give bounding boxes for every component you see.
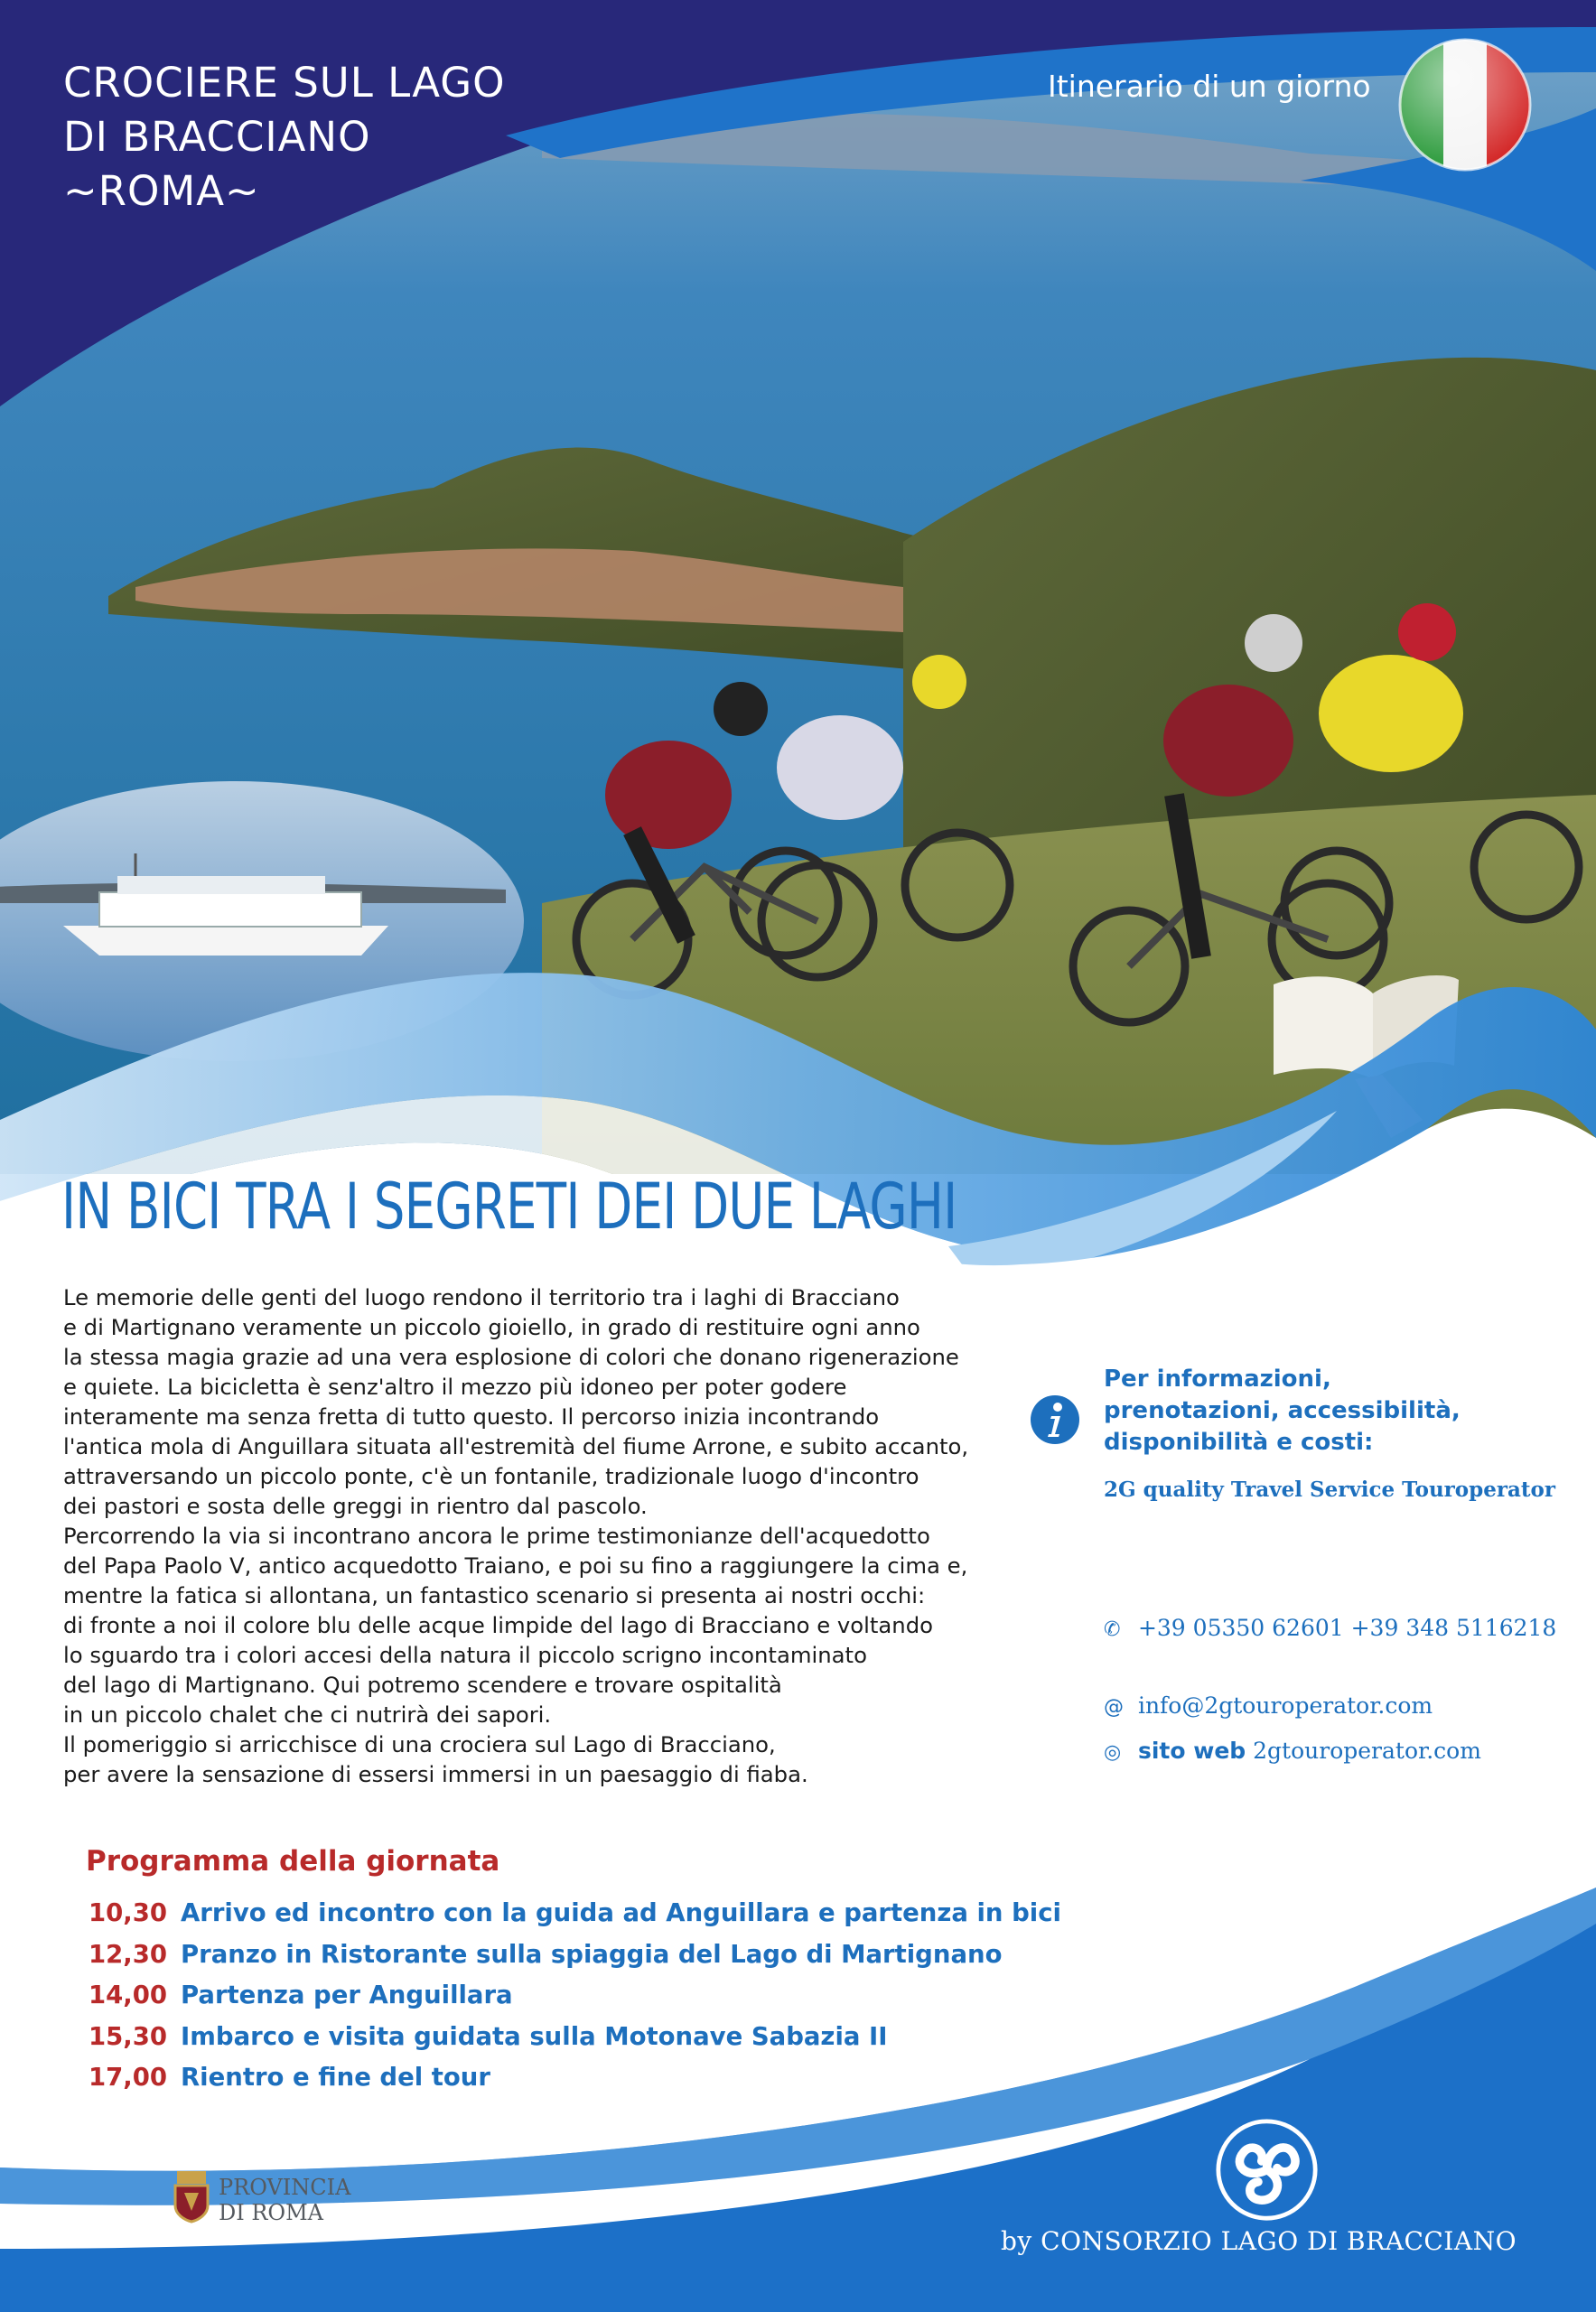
main-title xyxy=(63,56,506,219)
program-time: 17,00 xyxy=(89,2063,167,2092)
program-item xyxy=(89,2063,1061,2104)
provincia-name xyxy=(219,2175,350,2225)
article-headline: IN BICI TRA I SEGRETI DEI DUE LAGHI xyxy=(61,1170,957,1244)
program-item xyxy=(89,1981,1061,2022)
phone-row xyxy=(1104,1615,1556,1641)
body-line: e di Martignano veramente un piccolo gioiello, in grado di restituire ogni anno xyxy=(63,1314,920,1340)
info-heading-line: prenotazioni, accessibilità, xyxy=(1104,1397,1461,1424)
at-icon: @ xyxy=(1104,1696,1124,1719)
body-line: attraversando un piccolo ponte, c'è un fontanile, tradizionale luogo d'incontro xyxy=(63,1463,919,1489)
body-line: per avere la sensazione di essersi immersi in un paesaggio di fiaba. xyxy=(63,1761,808,1787)
info-heading-line: Per informazioni, xyxy=(1104,1366,1331,1393)
program-desc: Pranzo in Ristorante sulla spiaggia del Lago di Martignano xyxy=(181,1939,1003,1969)
web-label: sito web xyxy=(1137,1738,1246,1764)
body-line: interamente ma senza fretta di tutto questo. Il percorso inizia incontrando xyxy=(63,1403,880,1430)
body-line: dei pastori e sosta delle greggi in rientro dal pascolo. xyxy=(63,1493,648,1519)
program-time: 12,30 xyxy=(89,1939,167,1969)
body-line: in un piccolo chalet che ci nutrirà dei sapori. xyxy=(63,1701,552,1728)
program-desc: Rientro e fine del tour xyxy=(181,2063,490,2092)
program-list xyxy=(89,1898,1061,2104)
body-line: mentre la fatica si allontana, un fantastico scenario si presenta ai nostri occhi: xyxy=(63,1582,926,1608)
info-heading xyxy=(1104,1364,1461,1459)
provincia-line: DI ROMA xyxy=(219,2200,324,2225)
web-row xyxy=(1104,1738,1481,1764)
program-desc: Partenza per Anguillara xyxy=(181,1981,513,2009)
phone-number[interactable]: +39 05350 62601 +39 348 5116218 xyxy=(1137,1615,1557,1641)
consorzio-credit: by CONSORZIO LAGO DI BRACCIANO xyxy=(1001,2226,1517,2256)
body-line: lo sguardo tra i colori accesi della natura il piccolo scrigno incontaminato xyxy=(63,1642,867,1668)
program-time: 14,00 xyxy=(89,1981,167,2009)
program-title: Programma della giornata xyxy=(86,1845,500,1878)
phone-icon: ✆ xyxy=(1104,1618,1121,1641)
main-title-line: DI BRACCIANO xyxy=(63,113,371,161)
body-line: e quiete. La bicicletta è senz'altro il mezzo più idoneo per poter godere xyxy=(63,1374,847,1400)
body-line: Percorrendo la via si incontrano ancora le prime testimonianze dell'acquedotto xyxy=(63,1523,930,1549)
body-line: l'antica mola di Anguillara situata all'estremità del fiume Arrone, e subito accanto, xyxy=(63,1433,969,1459)
itinerary-subtitle: Itinerario di un giorno xyxy=(1048,69,1371,104)
program-desc: Arrivo ed incontro con la guida ad Anguillara e partenza in bici xyxy=(181,1898,1061,1927)
body-line: di fronte a noi il colore blu delle acque limpide del lago di Bracciano e voltando xyxy=(63,1612,933,1638)
body-line: del lago di Martignano. Qui potremo scendere e trovare ospitalità xyxy=(63,1672,782,1698)
consorzio-triskelion-icon xyxy=(1215,2118,1319,2222)
program-item xyxy=(89,1898,1061,1940)
email-row xyxy=(1104,1692,1433,1719)
info-icon xyxy=(1030,1394,1080,1445)
email-link[interactable]: info@2gtouroperator.com xyxy=(1137,1692,1433,1719)
provincia-crest-icon xyxy=(172,2166,211,2223)
operator-name: 2G quality Travel Service Touroperator xyxy=(1104,1478,1555,1502)
main-title-line: CROCIERE SUL LAGO xyxy=(63,59,506,107)
main-title-line: ~ROMA~ xyxy=(63,167,260,215)
program-desc: Imbarco e visita guidata sulla Motonave Sabazia II xyxy=(181,2021,888,2051)
article-body xyxy=(63,1282,985,1789)
program-item xyxy=(89,2022,1061,2064)
info-heading-line: disponibilità e costi: xyxy=(1104,1429,1374,1456)
program-item xyxy=(89,1940,1061,1981)
body-line: Il pomeriggio si arricchisce di una crociera sul Lago di Bracciano, xyxy=(63,1731,776,1757)
body-line: del Papa Paolo V, antico acquedotto Traiano, e poi su fino a raggiungere la cima e, xyxy=(63,1552,968,1579)
web-link[interactable]: 2gtouroperator.com xyxy=(1253,1738,1481,1764)
program-time: 15,30 xyxy=(89,2021,167,2051)
body-line: Le memorie delle genti del luogo rendono il territorio tra i laghi di Bracciano xyxy=(63,1284,900,1310)
web-icon: ◎ xyxy=(1104,1741,1122,1764)
body-line: la stessa magia grazie ad una vera esplosione di colori che donano rigenerazione xyxy=(63,1344,959,1370)
italy-flag-icon xyxy=(1396,36,1534,173)
program-time: 10,30 xyxy=(89,1898,167,1927)
provincia-line: PROVINCIA xyxy=(219,2175,351,2200)
